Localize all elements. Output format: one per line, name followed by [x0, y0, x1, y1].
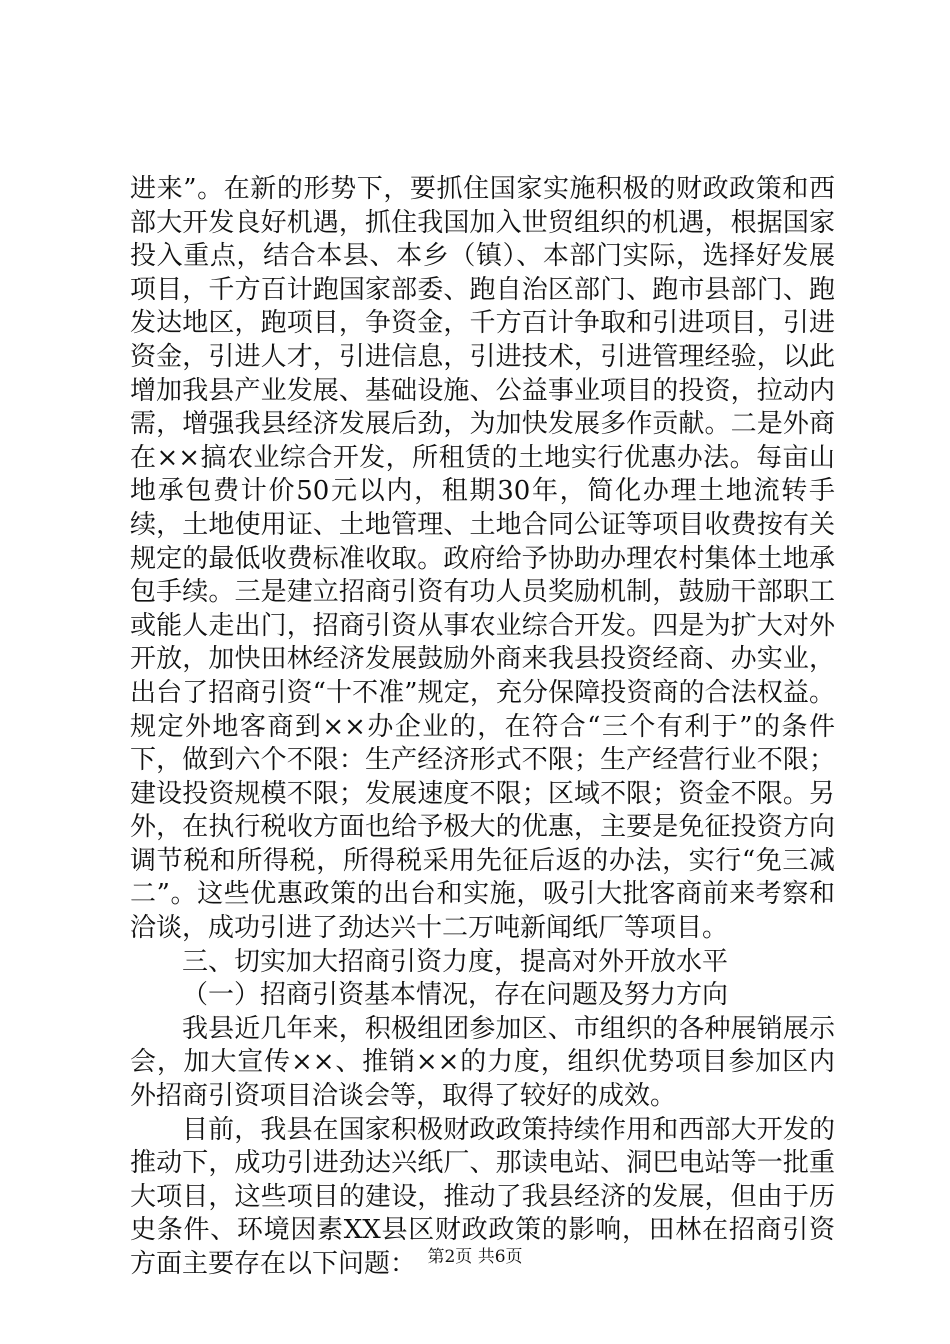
- section-heading-3: 三、切实加大招商引资力度，提高对外开放水平: [182, 946, 729, 977]
- paragraph-3: 目前，我县在国家积极财政政策持续作用和西部大开发的推动下，成功引进劲达兴纸厂、那读电站、洞巴电站等一批重大项目，这些项目的建设，推动了我县经济的发展，但由于历史条件、环境因素XX县区财政政策的影响，田林在招商引资方面主要存在以下问题：: [130, 1114, 835, 1279]
- document-body: [130, 173, 835, 1282]
- paragraph-2: 我县近几年来，积极组团参加区、市组织的各种展销展示会，加大宣传××、推销××的力度，组织优势项目参加区内外招商引资项目洽谈会等，取得了较好的成效。: [130, 1013, 835, 1112]
- paragraph-1: 进来”。在新的形势下，要抓住国家实施积极的财政政策和西部大开发良好机遇，抓住我国加入世贸组织的机遇，根据国家投入重点，结合本县、本乡（镇）、本部门实际，选择好发展项目，千方百计跑国家部委、跑自治区部门、跑市县部门、跑发达地区，跑项目，争资金，千方百计争取和引进项目，引进资金，引进人才，引进信息，引进技术，引进管理经验，以此增加我县产业发展、基础设施、公益事业项目的投资，拉动内需，增强我县经济发展后劲，为加快发展多作贡献。二是外商在××搞农业综合开发，所租赁的土地实行优惠办法。每亩山地承包费计价50元以内，租期30年，简化办理土地流转手续，土地使用证、土地管理、土地合同公证等项目收费按有关规定的最低收费标准收取。政府给予协助办理农村集体土地承包手续。三是建立招商引资有功人员奖励机制，鼓励干部职工或能人走出门，招商引资从事农业综合开发。四是为扩大对外开放，加快田林经济发展鼓励外商来我县投资经商、办实业，出台了招商引资“十不准”规定，充分保障投资商的合法权益。规定外地客商到××办企业的，在符合“三个有利于”的条件下，做到六个不限：生产经济形式不限；生产经营行业不限；建设投资规模不限；发展速度不限；区域不限；资金不限。另外，在执行税收方面也给予极大的优惠，主要是免征投资方向调节税和所得税，所得税采用先征后返的办法，实行“免三减二”。这些优惠政策的出台和实施，吸引大批客商前来考察和洽谈，成功引进了劲达兴十二万吨新闻纸厂等项目。: [130, 174, 835, 944]
- subsection-heading-1: （一）招商引资基本情况，存在问题及努力方向: [182, 980, 729, 1011]
- page-footer: 第2页 共6页: [427, 1247, 523, 1267]
